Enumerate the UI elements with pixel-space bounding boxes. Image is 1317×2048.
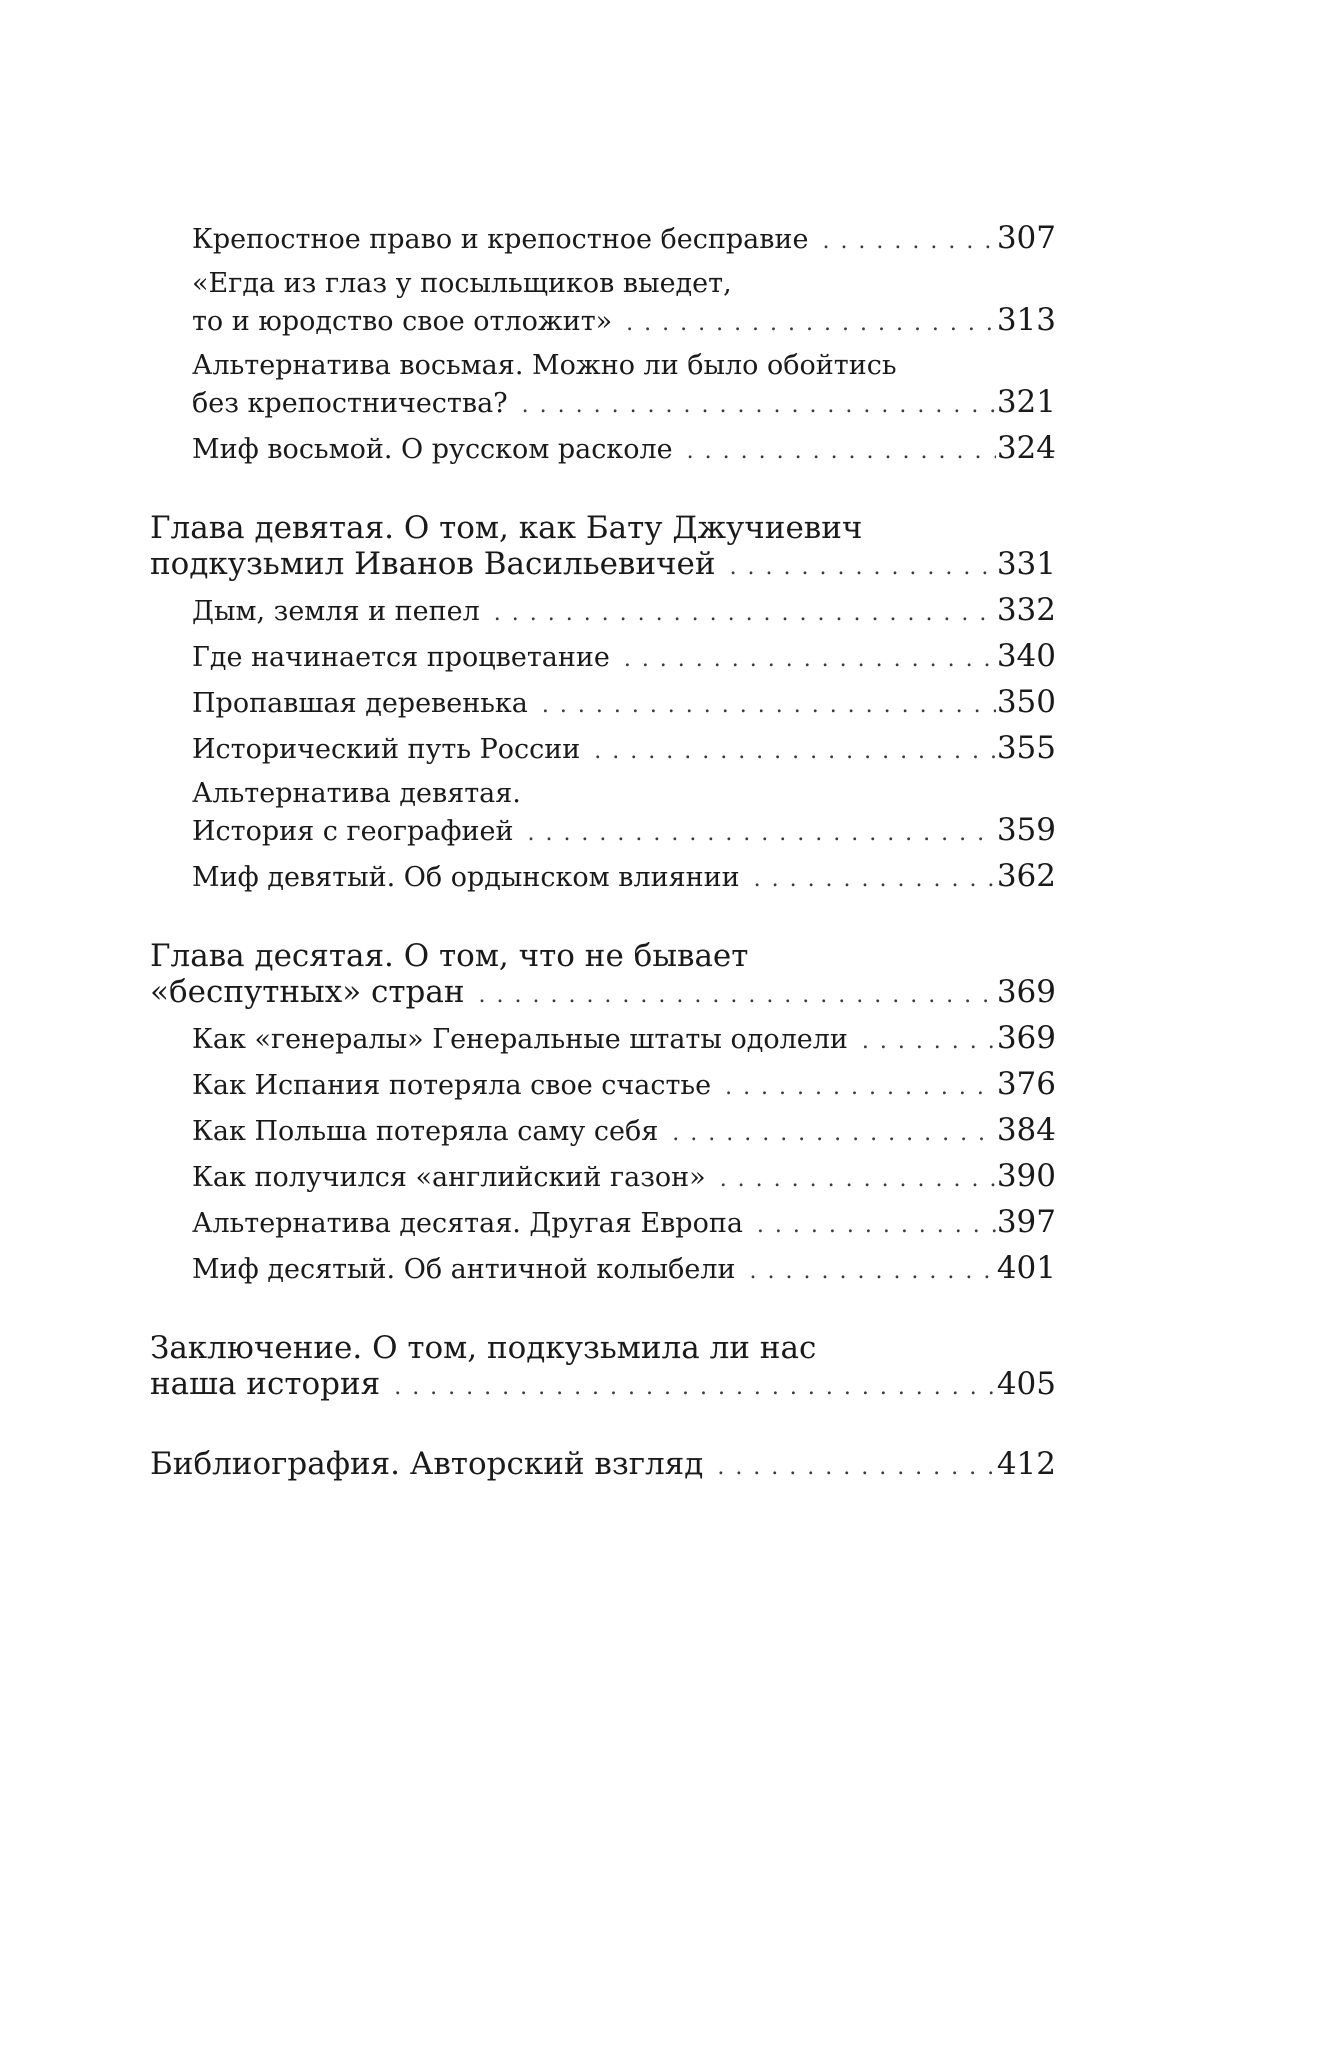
toc-section-entry[interactable] bbox=[150, 266, 1056, 342]
toc-entry-title-line: История с географией bbox=[192, 816, 514, 847]
toc-entry-row bbox=[192, 858, 1056, 898]
toc-section-entry[interactable] bbox=[150, 430, 1056, 470]
toc-section-entry[interactable] bbox=[150, 348, 1056, 424]
toc-page-number: 350 bbox=[996, 684, 1056, 720]
toc-entry-row bbox=[192, 1250, 1056, 1290]
toc-page-number: 340 bbox=[996, 638, 1056, 674]
toc-entry-title-line: Миф десятый. Об античной колыбели bbox=[192, 1254, 736, 1285]
toc-entry-row bbox=[192, 384, 1056, 424]
toc-entry-row bbox=[192, 302, 1056, 342]
dot-leader bbox=[703, 1450, 996, 1486]
dot-leader bbox=[508, 388, 996, 424]
toc-page-number: 331 bbox=[996, 546, 1056, 582]
toc-page-number: 362 bbox=[996, 858, 1056, 894]
toc-entry-row bbox=[192, 1112, 1056, 1152]
toc-entry-title-line: Крепостное право и крепостное бесправие bbox=[192, 224, 809, 255]
toc-page-number: 324 bbox=[996, 430, 1056, 466]
toc-page-number: 369 bbox=[996, 974, 1056, 1010]
dot-leader bbox=[736, 1254, 996, 1290]
toc-entry-title-line: то и юродство свое отложит» bbox=[192, 306, 613, 337]
toc-entry-title-line: без крепостничества? bbox=[192, 388, 508, 419]
toc-entry-row bbox=[150, 546, 1056, 586]
toc-chapter-entry[interactable] bbox=[150, 1446, 1056, 1486]
table-of-contents bbox=[150, 220, 1056, 1492]
toc-section-entry[interactable] bbox=[150, 1250, 1056, 1290]
toc-page-number: 376 bbox=[996, 1066, 1056, 1102]
toc-page-number: 390 bbox=[996, 1158, 1056, 1194]
toc-entry-row bbox=[192, 638, 1056, 678]
toc-entry-title-line: Миф восьмой. О русском расколе bbox=[192, 434, 673, 465]
toc-entry-row bbox=[192, 1204, 1056, 1244]
toc-entry-row bbox=[192, 1066, 1056, 1106]
toc-chapter-entry[interactable] bbox=[150, 510, 1056, 586]
toc-section-entry[interactable] bbox=[150, 730, 1056, 770]
dot-leader bbox=[658, 1116, 996, 1152]
toc-section-entry[interactable] bbox=[150, 220, 1056, 260]
toc-entry-title-line: «Егда из глаз у посыльщиков выедет, bbox=[192, 268, 732, 299]
toc-page-number: 397 bbox=[996, 1204, 1056, 1240]
toc-entry-row bbox=[192, 592, 1056, 632]
toc-section-entry[interactable] bbox=[150, 1204, 1056, 1244]
toc-chapter-entry[interactable] bbox=[150, 938, 1056, 1014]
toc-entry-title-line: наша история bbox=[150, 1366, 381, 1402]
toc-entry-row bbox=[192, 220, 1056, 260]
toc-entry-title-line: Где начинается процветание bbox=[192, 642, 610, 673]
toc-entry-title-line: Как Испания потеряла свое счастье bbox=[192, 1070, 712, 1101]
toc-entry-row bbox=[192, 730, 1056, 770]
toc-entry-row bbox=[150, 974, 1056, 1014]
dot-leader bbox=[711, 1070, 996, 1106]
dot-leader bbox=[706, 1162, 996, 1198]
dot-leader bbox=[740, 862, 996, 898]
dot-leader bbox=[380, 1370, 996, 1406]
toc-section-entry[interactable] bbox=[150, 1112, 1056, 1152]
toc-page-number: 321 bbox=[996, 384, 1056, 420]
toc-entry-title-line: Пропавшая деревенька bbox=[192, 688, 528, 719]
toc-page-number: 412 bbox=[996, 1446, 1056, 1482]
toc-entry-title-line: Заключение. О том, подкузьмила ли нас bbox=[150, 1330, 817, 1366]
toc-section-entry[interactable] bbox=[150, 776, 1056, 852]
dot-leader bbox=[610, 642, 996, 678]
toc-page-number: 405 bbox=[996, 1366, 1056, 1402]
toc-page-number: 332 bbox=[996, 592, 1056, 628]
toc-section-entry[interactable] bbox=[150, 858, 1056, 898]
toc-page-number: 307 bbox=[996, 220, 1056, 256]
toc-page-number: 313 bbox=[996, 302, 1056, 338]
toc-entry-row bbox=[192, 1020, 1056, 1060]
toc-page-number: 369 bbox=[996, 1020, 1056, 1056]
toc-page-number: 401 bbox=[996, 1250, 1056, 1286]
toc-entry-title-line: Дым, земля и пепел bbox=[192, 596, 480, 627]
toc-section-entry[interactable] bbox=[150, 1066, 1056, 1106]
toc-entry-row bbox=[192, 812, 1056, 852]
toc-entry-title-line: Альтернатива восьмая. Можно ли было обойтись bbox=[192, 350, 897, 381]
toc-entry-title-line: «беспутных» стран bbox=[150, 974, 465, 1010]
toc-entry-title-line: Глава девятая. О том, как Бату Джучиевич bbox=[150, 510, 863, 546]
toc-entry-title-line: Альтернатива девятая. bbox=[192, 778, 521, 809]
dot-leader bbox=[716, 550, 996, 586]
toc-page-number: 384 bbox=[996, 1112, 1056, 1148]
toc-section-entry[interactable] bbox=[150, 592, 1056, 632]
toc-section-entry[interactable] bbox=[150, 638, 1056, 678]
toc-entry-row bbox=[150, 1446, 1056, 1486]
dot-leader bbox=[743, 1208, 996, 1244]
toc-entry-title-line: Как «генералы» Генеральные штаты одолели bbox=[192, 1024, 848, 1055]
dot-leader bbox=[528, 688, 996, 724]
dot-leader bbox=[808, 224, 996, 260]
toc-entry-row bbox=[150, 1366, 1056, 1406]
toc-entry-row bbox=[192, 1158, 1056, 1198]
toc-entry-title-line: Библиография. Авторский взгляд bbox=[150, 1446, 704, 1482]
toc-entry-title-line: Как Польша потеряла саму себя bbox=[192, 1116, 659, 1147]
dot-leader bbox=[848, 1024, 996, 1060]
toc-section-entry[interactable] bbox=[150, 684, 1056, 724]
toc-chapter-entry[interactable] bbox=[150, 1330, 1056, 1406]
toc-entry-row bbox=[192, 684, 1056, 724]
toc-entry-title-line: Альтернатива десятая. Другая Европа bbox=[192, 1208, 743, 1239]
dot-leader bbox=[673, 434, 996, 470]
dot-leader bbox=[480, 596, 996, 632]
dot-leader bbox=[580, 734, 996, 770]
toc-page-number: 355 bbox=[996, 730, 1056, 766]
toc-entry-title-line: подкузьмил Иванов Васильевичей bbox=[150, 546, 716, 582]
toc-entry-title-line: Как получился «английский газон» bbox=[192, 1162, 706, 1193]
toc-page-number: 359 bbox=[996, 812, 1056, 848]
dot-leader bbox=[465, 978, 996, 1014]
dot-leader bbox=[513, 816, 996, 852]
toc-section-entry[interactable] bbox=[150, 1158, 1056, 1198]
toc-entry-title-line: Миф девятый. Об ордынском влиянии bbox=[192, 862, 740, 893]
toc-entry-row bbox=[192, 430, 1056, 470]
toc-entry-title-line: Глава десятая. О том, что не бывает bbox=[150, 938, 749, 974]
toc-entry-title-line: Исторический путь России bbox=[192, 734, 581, 765]
dot-leader bbox=[612, 306, 996, 342]
toc-section-entry[interactable] bbox=[150, 1020, 1056, 1060]
